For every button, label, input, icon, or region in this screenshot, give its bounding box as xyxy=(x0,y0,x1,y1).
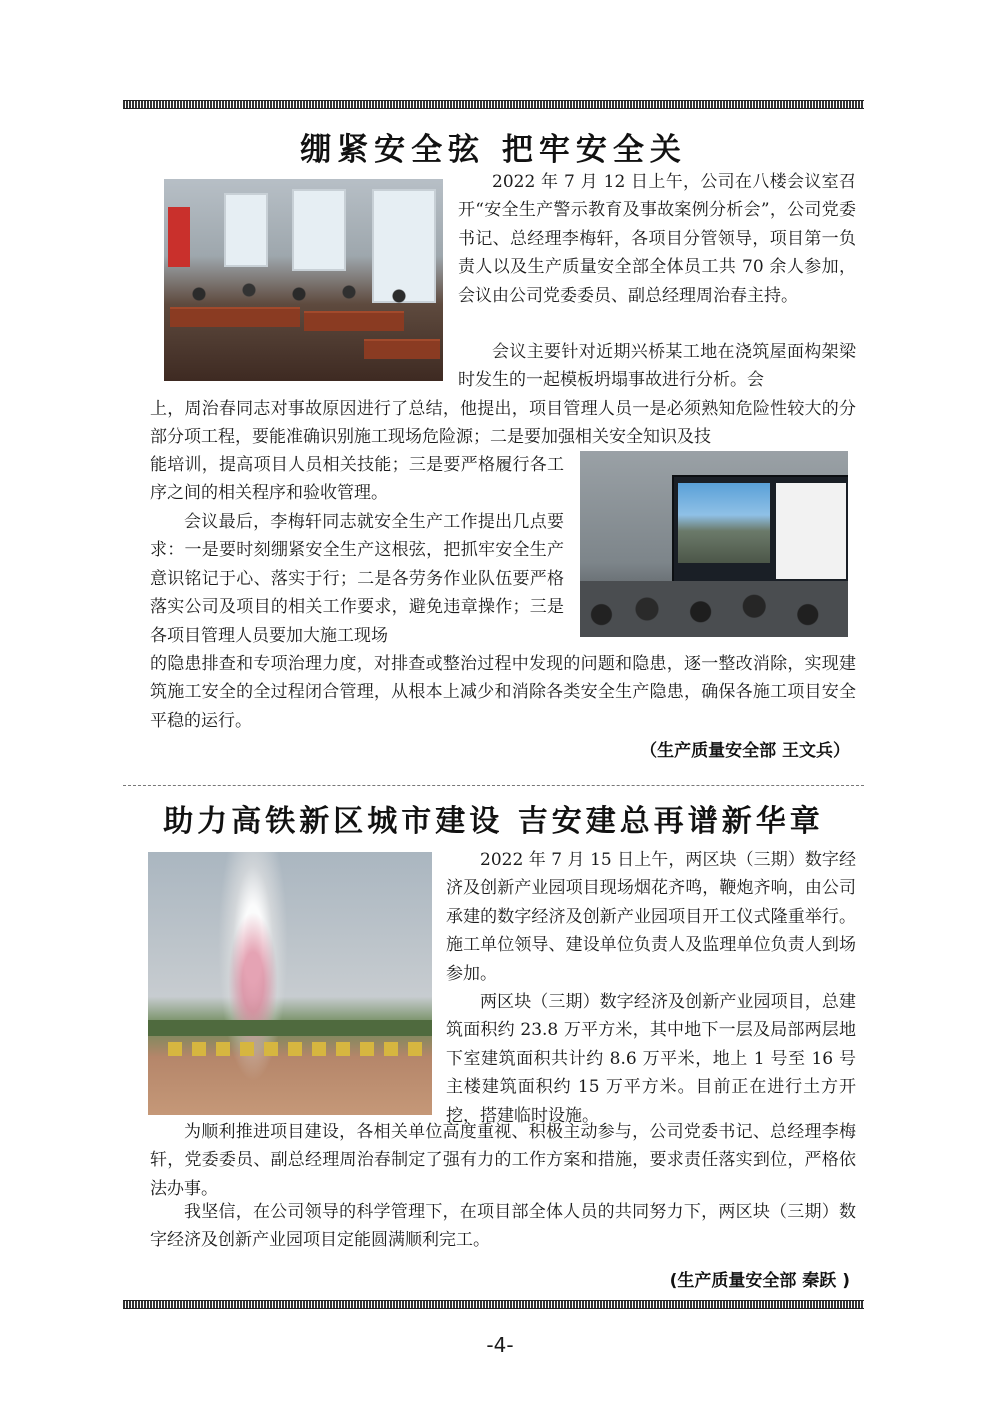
meeting-window xyxy=(224,193,268,267)
construction-vehicles xyxy=(168,1042,428,1056)
screen-document xyxy=(776,483,846,579)
article2-paragraph-1: 2022 年 7 月 15 日上午，两区块（三期）数字经济及创新产业园项目现场烟花齐鸣，鞭炮齐响，由公司承建的数字经济及创新产业园项目开工仪式隆重举行。施工单位领导、建设单位负责人及监理单位负责人到场参加。 xyxy=(446,850,856,984)
tree-line xyxy=(148,1020,432,1036)
presentation-photo xyxy=(580,451,848,637)
meeting-table xyxy=(364,339,440,359)
article2-title: 助力高铁新区城市建设 吉安建总再谱新华章 xyxy=(163,804,824,839)
meeting-window xyxy=(292,189,346,271)
screen-construction-image xyxy=(678,483,770,563)
projection-screen xyxy=(672,475,848,597)
article1-paragraph-3b: 的隐患排查和专项治理力度，对排查或整治过程中发现的问题和隐患，逐一整改消除，实现建筑施工安全的全过程闭合管理，从根本上减少和消除各类安全生产隐患，确保各施工项目安全平稳的运行。 xyxy=(150,654,856,731)
article1-paragraph-2b: 上，周治春同志对事故原因进行了总结，他提出，项目管理人员一是必须熟知危险性较大的分部分项工程，要能准确识别施工现场危险源；二是要加强相关安全知识及技 xyxy=(150,399,856,448)
construction-site-photo xyxy=(148,852,432,1115)
meeting-banner xyxy=(168,207,190,267)
article2-paragraph-4: 我坚信，在公司领导的科学管理下，在项目部全体人员的共同努力下，两区块（三期）数字经济及创新产业园项目定能圆满顺利完工。 xyxy=(150,1202,856,1251)
meeting-photo xyxy=(164,179,443,381)
article1-title: 绷紧安全弦 把牢安全关 xyxy=(300,132,687,168)
article1-paragraph-1: 2022 年 7 月 12 日上午，公司在八楼会议室召开“安全生产警示教育及事故案例分析会”，公司党委书记、总经理李梅轩，各项目分管领导，项目第一负责人以及生产质量安全部全体员工共 70 余人参加，会议由公司党委委员、副总经理周治春主持。 xyxy=(458,172,856,306)
top-rule xyxy=(123,100,864,109)
article2-signature: (生产质量安全部 秦跃 ) xyxy=(669,1271,850,1291)
article2-paragraph-3: 为顺利推进项目建设，各相关单位高度重视、积极主动参与，公司党委书记、总经理李梅轩，党委委员、副总经理周治春制定了强有力的工作方案和措施，要求责任落实到位，严格依法办事。 xyxy=(150,1122,856,1199)
bottom-rule xyxy=(123,1300,864,1309)
audience xyxy=(580,581,848,637)
page-number: -4- xyxy=(486,1333,514,1357)
article1-signature: （生产质量安全部 王文兵） xyxy=(640,741,850,761)
meeting-table xyxy=(170,307,300,327)
article1-paragraph-3a: 会议最后，李梅轩同志就安全生产工作提出几点要求：一是要时刻绷紧安全生产这根弦，把抓牢安全生产意识铭记于心、落实于行；二是各劳务作业队伍要严格落实公司及项目的相关工作要求，避免违章操作；三是各项目管理人员要加大施工现场 xyxy=(150,512,564,646)
article1-paragraph-2c: 能培训，提高项目人员相关技能；三是要严格履行各工序之间的相关程序和验收管理。 xyxy=(150,455,564,504)
article-divider xyxy=(123,785,864,786)
article1-paragraph-2a: 会议主要针对近期兴桥某工地在浇筑屋面构架梁时发生的一起模板坍塌事故进行分析。会 xyxy=(458,342,856,391)
article2-paragraph-2: 两区块（三期）数字经济及创新产业园项目，总建筑面积约 23.8 万平方米，其中地下一层及局部两层地下室建筑面积共计约 8.6 万平米，地上 1 号至 16 号主楼建筑面积约 15 万平方米。目前正在进行土方开挖，搭建临时设施。 xyxy=(446,992,856,1126)
meeting-table xyxy=(304,311,404,331)
